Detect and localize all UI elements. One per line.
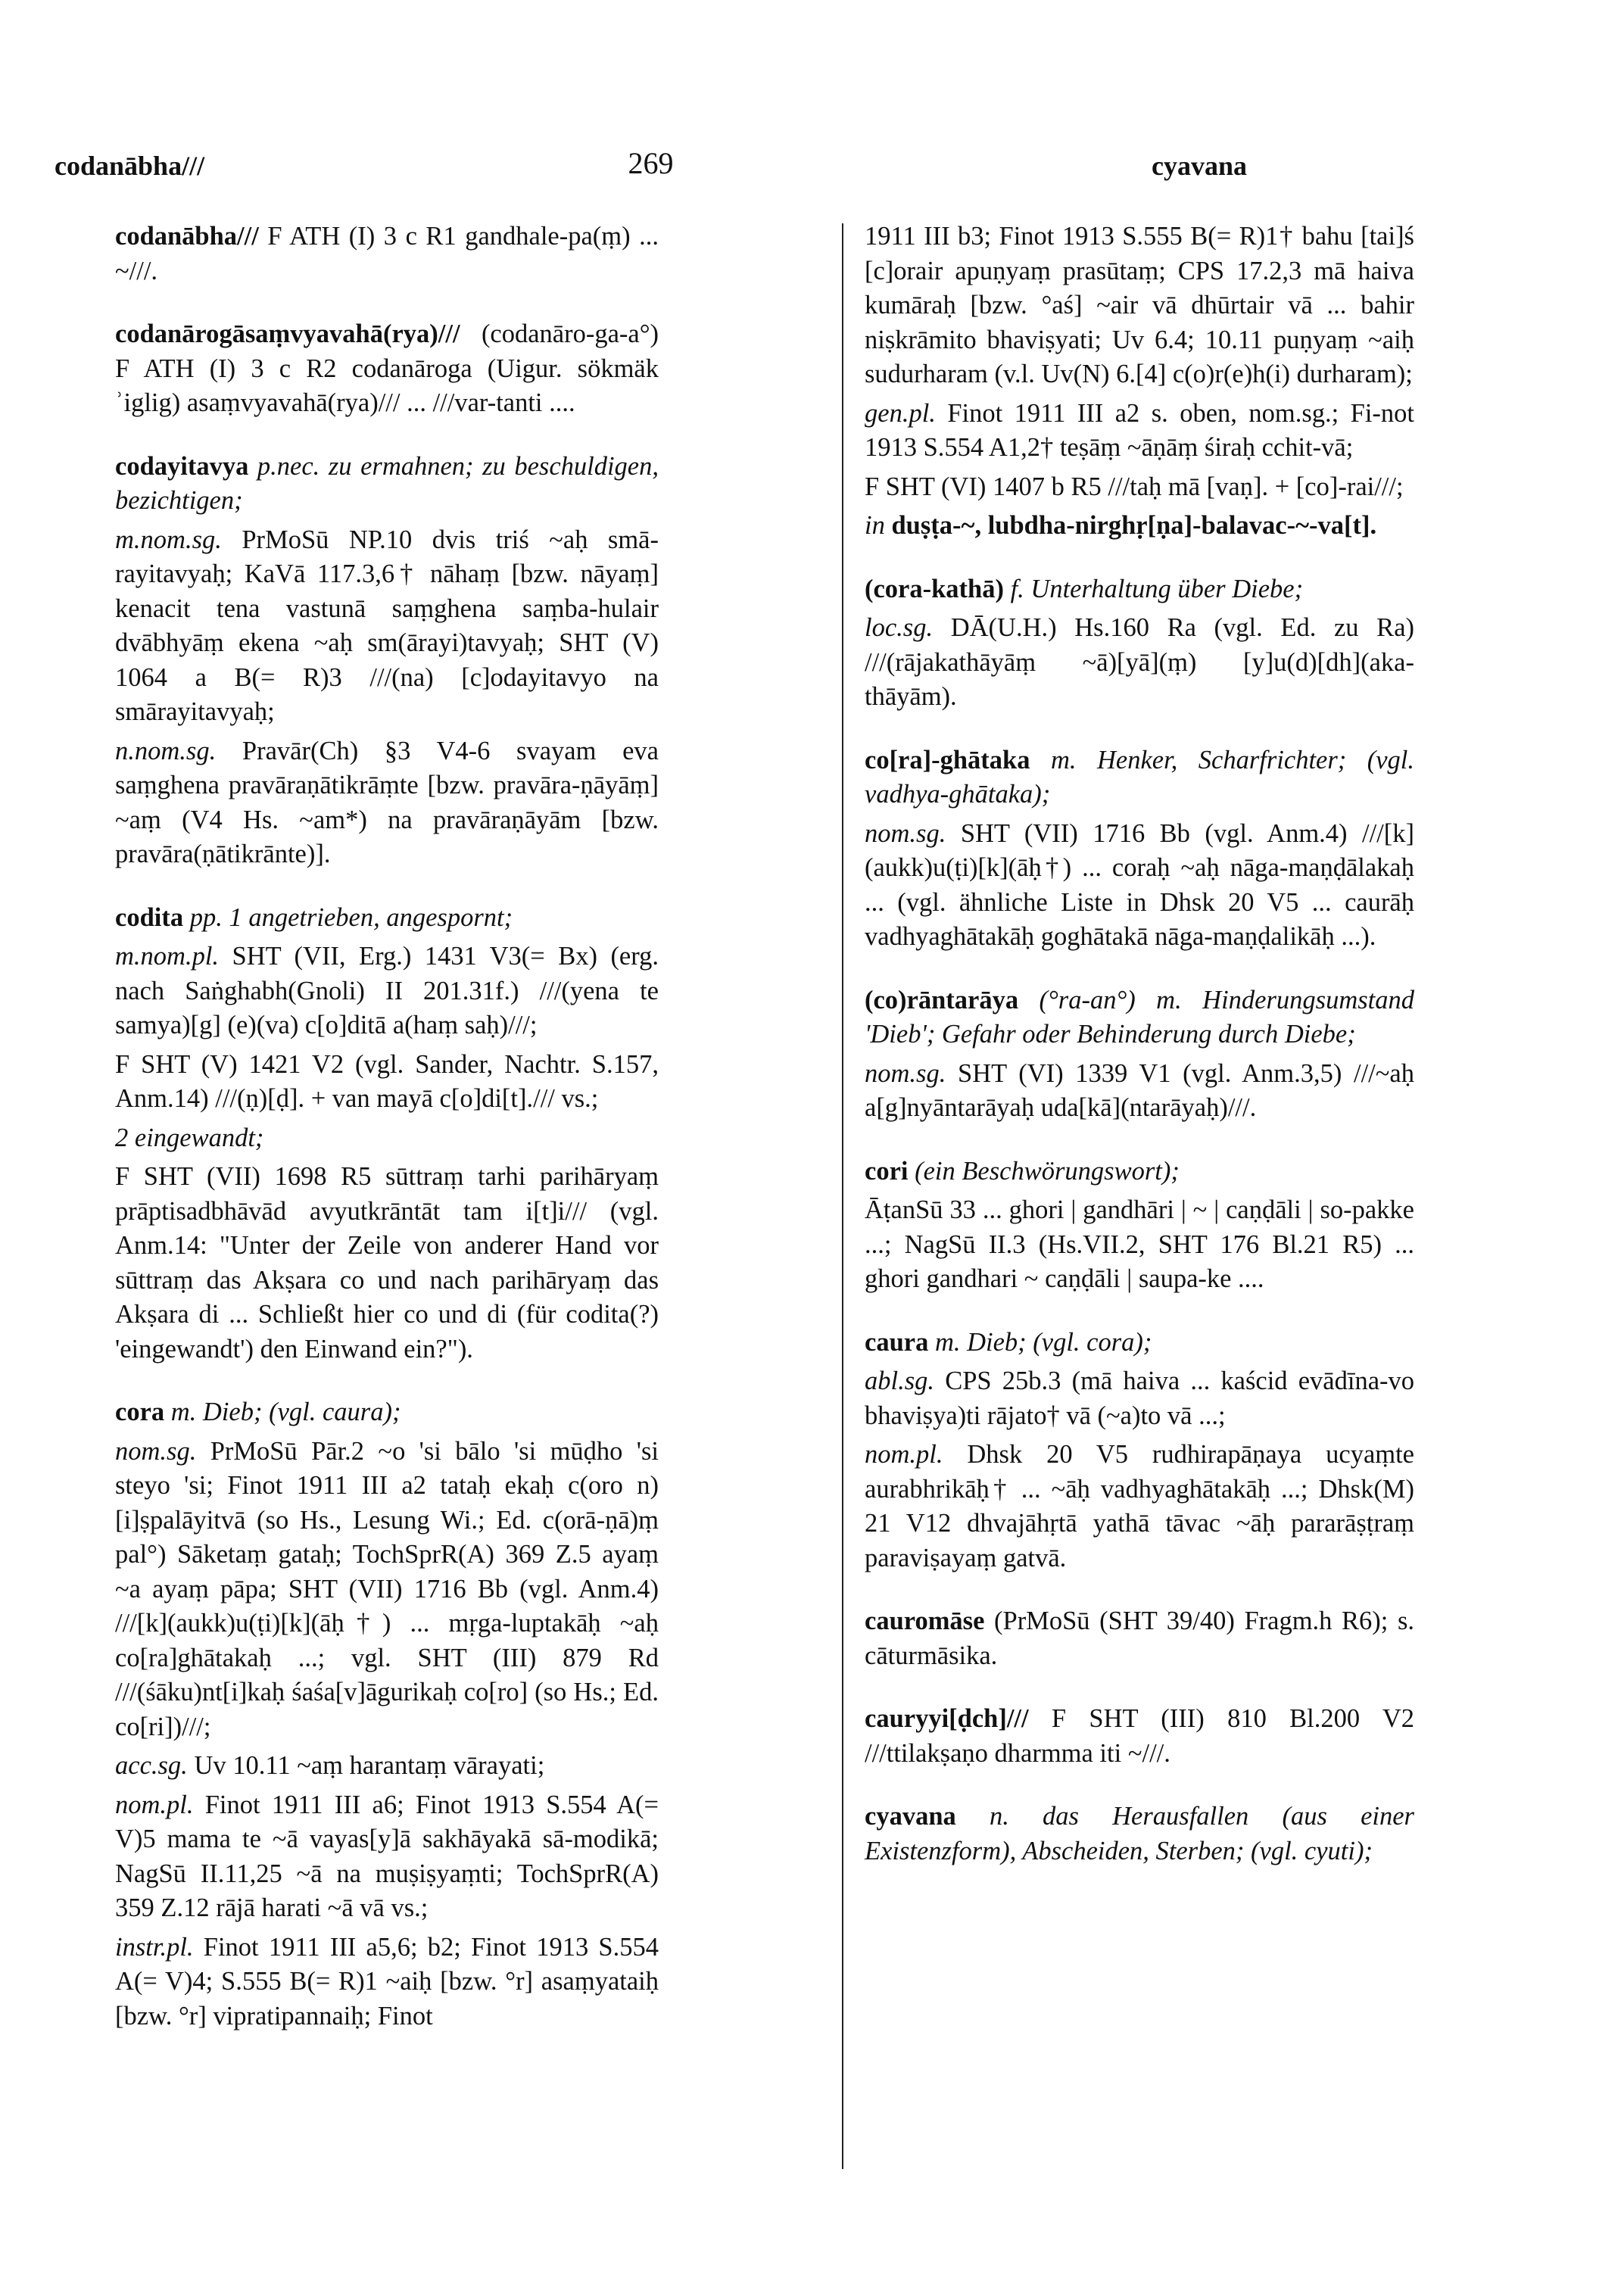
dictionary-entry (865, 1326, 1414, 1360)
entry-text: (PrMoSū (SHT 39/40) Fragm.h R6); s. cāturmāsika. (865, 1607, 1414, 1670)
form-label: nom.sg. (865, 1058, 946, 1088)
right-column (865, 220, 1414, 1897)
entry-text: (ein Beschwörungswort); (908, 1156, 1180, 1186)
entry-text: p.nec. zu ermahnen; zu beschuldigen, bezichtigen; (115, 451, 659, 515)
dictionary-entry (865, 743, 1414, 812)
form-paragraph (115, 1749, 659, 1784)
form-paragraph (115, 1048, 659, 1117)
headword: cyavana (865, 1802, 956, 1831)
entry-text: (codanāro-ga-a°) F ATH (I) 3 c R2 codanāroga (Uigur. sökmäk ʾiglig) asaṃvyavahā(rya)/// ... ///var-tanti .... (115, 319, 659, 417)
dictionary-entry (115, 1395, 659, 1430)
form-text: DĀ(U.H.) Hs.160 Ra (vgl. Ed. zu Ra) ///(rājakathāyāṃ ~ā)[yā](ṃ) [y]u(d)[dh](aka-thāyām). (865, 613, 1414, 711)
form-label: acc.sg. (115, 1751, 188, 1780)
form-paragraph (115, 734, 659, 872)
form-paragraph (115, 523, 659, 730)
headword: caura (865, 1327, 929, 1357)
form-paragraph (115, 1435, 659, 1745)
headword: (co)rāntarāya (865, 985, 1019, 1014)
entry-text: F ATH (I) 3 c R1 gandhale-pa(ṃ) ... ~///. (115, 222, 659, 285)
header-left-catchword: codanābha/// (55, 151, 205, 181)
form-text: CPS 25b.3 (mā haiva ... kaścid evādīna-vo bhaviṣya)ti rājato† vā (~a)to vā ...; (865, 1367, 1414, 1430)
form-label: in (865, 511, 885, 540)
form-text: SHT (VII) 1716 Bb (vgl. Anm.4) ///[k](aukk)u(ṭi)[k](āḥ†) ... coraḥ ~aḥ nāga-maṇḍālakaḥ ... (vgl. ähnliche Liste in Dhsk 20 V5 ... caurāḥ vadhyaghātakāḥ goghātakā nāga-maṇḍalikāḥ ...). (865, 818, 1414, 951)
form-text: F SHT (VII) 1698 R5 sūttraṃ tarhi parihāryaṃ prāptisadbhāvād avyutkrāntāt tam i[t]i/// (vgl. Anm.14: "Unter der Zeile von anderer Hand vor sūttraṃ das Akṣara co und nach parihāryaṃ das Akṣara di ... Schließt hier co und di (für codita(?) 'eingewandt') den Einwand ein?"). (115, 1162, 659, 1364)
headword: codanārogāsaṃvyavahā(rya)/// (115, 319, 460, 348)
dictionary-entry (865, 1155, 1414, 1189)
form-text: ĀṭanSū 33 ... ghori | gandhāri | ~ | caṇḍāli | so-pakke ...; NagSū II.3 (Hs.VII.2, SHT 176 Bl.21 R5) ... ghori gandhari ~ caṇḍāli | saupa-ke .... (865, 1195, 1414, 1293)
form-paragraph (115, 940, 659, 1043)
dictionary-entry (865, 572, 1414, 607)
form-label: n.nom.sg. (115, 736, 217, 765)
form-paragraph (115, 1931, 659, 2034)
dictionary-entry (865, 1702, 1414, 1771)
dictionary-entry (865, 983, 1414, 1052)
page-number: 269 (628, 146, 674, 180)
entry-text: m. Dieb; (vgl. cora); (928, 1327, 1152, 1357)
left-column (115, 220, 659, 2038)
entry-text: (°ra-an°) m. Hinderungsumstand 'Dieb'; Gefahr oder Behinderung durch Diebe; (865, 985, 1414, 1049)
dictionary-entry (865, 1800, 1414, 1868)
form-text: F SHT (V) 1421 V2 (vgl. Sander, Nachtr. S.157, Anm.14) ///(ṇ)[ḍ]. + van mayā c[o]di[t]./// vs.; (115, 1049, 659, 1113)
headword: cauromāse (865, 1607, 985, 1635)
form-text: duṣṭa-~, lubdha-nirghṛ[ṇa]-balavac-~-va[t]. (884, 511, 1377, 540)
form-paragraph (865, 509, 1414, 544)
form-paragraph (115, 1160, 659, 1367)
headword: cora (115, 1398, 165, 1426)
headword: codita (115, 902, 184, 932)
headword: cori (865, 1156, 909, 1186)
dictionary-entry (115, 901, 659, 936)
form-paragraph (865, 611, 1414, 715)
headword: codanābha/// (115, 222, 259, 251)
form-text: Finot 1911 III a2 s. oben, nom.sg.; Fi-not 1913 S.554 A1,2† teṣāṃ ~āṇāṃ śiraḥ cchit-vā; (865, 398, 1414, 462)
form-text: PrMoSū Pār.2 ~o 'si bālo 'si mūḍho 'si steyo 'si; Finot 1911 III a2 tataḥ ekaḥ c(oro n)[i]ṣpalāyitvā (so Hs., Lesung Wi.; Ed. c(orā-ṇā)ṃ pal°) Sāketaṃ gataḥ; TochSprR(A) 369 Z.5 ayaṃ ~a ayaṃ pāpa; SHT (VII) 1716 Bb (vgl. Anm.4) ///[k](aukk)u(ṭi)[k](āḥ†) ... mṛga-luptakāḥ ~aḥ co[ra]ghātakaḥ ...; vgl. SHT (III) 879 Rd ///(śāku)nt[i]kaḥ śaśa[v]āgurikaḥ co[ro] (so Hs.; Ed. co[ri])///; (115, 1436, 659, 1741)
header-right-catchword: cyavana (1152, 151, 1247, 181)
form-paragraph (865, 1057, 1414, 1126)
form-label: instr.pl. (115, 1932, 194, 1962)
form-paragraph (865, 220, 1414, 392)
form-label: nom.sg. (115, 1436, 197, 1466)
form-label: gen.pl. (865, 398, 936, 428)
form-paragraph (865, 1364, 1414, 1433)
form-paragraph (865, 470, 1414, 505)
form-text: PrMoSū NP.10 dvis triś ~aḥ smā-rayitavyaḥ; KaVā 117.3,6† nāhaṃ [bzw. nāyaṃ] kenacit tena vastunā saṃghena saṃba-hulair dvābhyāṃ ekena ~aḥ sm(ārayi)tavyaḥ; SHT (V) 1064 a B(= R)3 ///(na) [c]odayitavyo na smārayitavyaḥ; (115, 525, 659, 726)
running-head (55, 146, 1247, 188)
headword: (cora-kathā) (865, 574, 1004, 603)
entry-text: n. das Herausfallen (aus einer Existenzform), Abscheiden, Sterben; (vgl. cyuti); (865, 1802, 1414, 1865)
headword: co[ra]-ghātaka (865, 745, 1030, 774)
form-paragraph (115, 1788, 659, 1926)
sense-text: 2 eingewandt; (115, 1123, 264, 1152)
entry-text: f. Unterhaltung über Diebe; (1003, 574, 1304, 603)
form-label: abl.sg. (865, 1367, 935, 1395)
form-text: Finot 1911 III a5,6; b2; Finot 1913 S.554 A(= V)4; S.555 B(= R)1 ~aiḥ [bzw. °r] asaṃyataiḥ [bzw. °r] vipratipannaiḥ; Finot (115, 1932, 659, 2030)
form-text: SHT (VI) 1339 V1 (vgl. Anm.3,5) ///~aḥ a[g]nyāntarāyaḥ uda[kā](ntarāyaḥ)///. (865, 1058, 1414, 1122)
entry-text: pp. 1 angetrieben, angespornt; (183, 902, 513, 932)
form-label: loc.sg. (865, 613, 934, 642)
form-paragraph (865, 397, 1414, 466)
form-paragraph (865, 817, 1414, 955)
column-divider (842, 223, 843, 2169)
dictionary-entry (115, 317, 659, 421)
form-text: Pravār(Ch) §3 V4-6 svayam eva saṃghena pravāraṇātikrāṃte [bzw. pravāra-ṇāyāṃ] ~aṃ (V4 Hs. ~am*) na pravāraṇāyām [bzw. pravāra(ṇātikrānte)]. (115, 736, 659, 868)
form-text: Uv 10.11 ~aṃ harantaṃ vārayati; (187, 1751, 545, 1780)
form-text: Dhsk 20 V5 rudhirapāṇaya ucyaṃte aurabhrikāḥ† ... ~āḥ vadhyaghātakāḥ ...; Dhsk(M) 21 V12 dhvajāhṛtā yathā tāvac ~āḥ pararāṣṭraṃ paraviṣayaṃ gatvā. (865, 1440, 1414, 1572)
dictionary-entry (865, 1604, 1414, 1673)
form-label: m.nom.sg. (115, 525, 222, 554)
dictionary-entry (115, 220, 659, 288)
form-paragraph (865, 1193, 1414, 1297)
form-label: nom.pl. (115, 1790, 194, 1819)
entry-text: F SHT (III) 810 Bl.200 V2 ///ttilakṣaṇo dharmma iti ~///. (865, 1704, 1414, 1768)
form-label: nom.sg. (865, 818, 946, 848)
form-paragraph (865, 1438, 1414, 1575)
headword: codayitavya (115, 451, 249, 481)
sense-paragraph (115, 1121, 659, 1156)
form-label: nom.pl. (865, 1440, 943, 1469)
form-text: 1911 III b3; Finot 1913 S.555 B(= R)1† bahu [tai]ś [c]orair apuṇyaṃ prasūtaṃ; CPS 17.2,3 mā haiva kumāraḥ [bzw. °aś] ~air vā dhūrtair vā ... bahir niṣkrāmito bhaviṣyati; Uv 6.4; 10.11 puṇyaṃ ~aiḥ sudurharam (v.l. Uv(N) 6.[4] c(o)r(e)h(i) durharam); (865, 222, 1414, 388)
entry-text: m. Henker, Scharfrichter; (vgl. vadhya-ghātaka); (865, 745, 1414, 809)
entry-text: m. Dieb; (vgl. caura); (164, 1398, 401, 1426)
headword: cauryyi[ḍch]/// (865, 1704, 1029, 1733)
dictionary-entry (115, 450, 659, 519)
form-text: F SHT (VI) 1407 b R5 ///taḥ mā [vaṇ]. + [co]-rai///; (865, 472, 1404, 501)
form-text: Finot 1911 III a6; Finot 1913 S.554 A(= V)5 mama te ~ā vayas[y]ā sakhāyakā sā-modikā; NagSū II.11,25 ~ā na muṣiṣyaṃti; TochSprR(A) 359 Z.12 rājā harati ~ā vā vs.; (115, 1790, 659, 1922)
form-label: m.nom.pl. (115, 942, 220, 971)
form-text: SHT (VII, Erg.) 1431 V3(= Bx) (erg. nach Saṅghabh(Gnoli) II 201.31f.) ///(yena te samya)[g] (e)(va) c[o]ditā a(haṃ saḥ)///; (115, 942, 659, 1039)
